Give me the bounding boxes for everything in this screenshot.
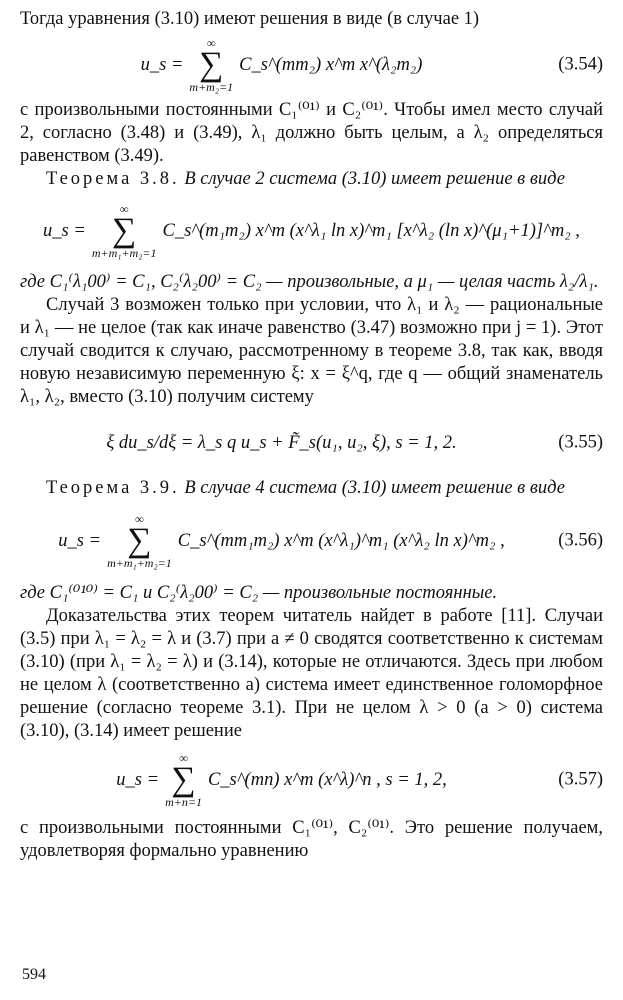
- paragraph: Тогда уравнения (3.10) имеют решения в виде (в случае 1): [20, 9, 480, 29]
- equation-number: (3.56): [558, 530, 603, 551]
- theorem-3-9: [20, 477, 603, 500]
- equation-number: (3.55): [558, 432, 603, 453]
- sum-upper-limit: ∞: [135, 512, 144, 526]
- paragraph: с произвольными постоянными C₁⁽⁰¹⁾, C₂⁽⁰¹⁾. Это решение получаем, удовлетворяя формально уравнению: [20, 818, 603, 861]
- equation-number: (3.54): [558, 54, 603, 75]
- theorem-3-8: [20, 168, 603, 191]
- summation-sign: ∞ ∑ m+m₂=1: [189, 36, 234, 94]
- summation-sign: ∞ ∑ m+n=1: [165, 751, 202, 809]
- sum-lower-limit: m+m₂=1: [189, 80, 234, 94]
- sum-lower-limit: m+n=1: [165, 795, 202, 809]
- equation-3-55: [20, 409, 603, 477]
- theorem-text: В случае 2 система (3.10) имеет решение в виде: [184, 169, 565, 189]
- paragraph: Случай 3 возможен только при условии, что λ₁ и λ₂ — рациональные и λ₁ — не целое (так как иначе равенство (3.47) возможно при j = 1). Этот случай сводится к случаю, рассмотренному в теореме 3.8, так как, вводя новую независимую переменную ξ: x = ξ^q, где q — общий знаменатель λ₁, λ₂, вместо (3.10) получим систему: [20, 295, 603, 407]
- theorem-heading: Теорема 3.9.: [46, 478, 180, 498]
- page-body: [20, 8, 603, 863]
- equation-lhs: u_s =: [43, 220, 86, 241]
- equation-lhs: u_s =: [116, 769, 160, 790]
- equation-number: (3.57): [558, 769, 603, 790]
- paragraph: где C₁⁽λ₁00⁾ = C₁, C₂⁽λ₂00⁾ = C₂ — произвольные, а μ₁ — целая часть λ₂/λ₁.: [20, 272, 599, 292]
- equation-rhs: C_s^(mn) x^m (x^λ)^n , s = 1, 2,: [207, 769, 447, 790]
- equation-lhs: u_s =: [58, 530, 102, 551]
- equation-rhs: C_s^(m₁m₂) x^m (x^λ₁ ln x)^m₁ [x^λ₂ (ln x)^(μ₁+1)]^m₂ ,: [162, 220, 580, 241]
- sum-upper-limit: ∞: [206, 36, 216, 50]
- sum-upper-limit: ∞: [119, 202, 129, 216]
- equation-theorem-3-8: [20, 191, 603, 271]
- equation-3-54: [20, 31, 603, 99]
- theorem-text: В случае 4 система (3.10) имеет решение в виде: [184, 478, 565, 498]
- summation-sign: ∞ ∑ m+m₁+m₂=1: [91, 202, 157, 260]
- sum-upper-limit: ∞: [179, 751, 188, 765]
- summation-sign: ∞ ∑ m+m₁+m₂=1: [107, 512, 172, 570]
- equation-lhs: u_s =: [140, 54, 184, 75]
- page-number: 594: [22, 966, 46, 983]
- equation-3-57: [20, 743, 603, 817]
- equation-body: ξ du_s/dξ = λ_s q u_s + F̃_s(u₁, u₂, ξ), s = 1, 2.: [106, 432, 457, 453]
- paragraph: где C₁⁽⁰¹⁰⁾ = C₁ и C₂⁽λ₂00⁾ = C₂ — произвольные постоянные.: [20, 583, 498, 603]
- paragraph: с произвольными постоянными C₁⁽⁰¹⁾ и C₂⁽⁰¹⁾. Чтобы имел место случай 2, согласно (3.48) и (3.49), λ₁ должно быть целым, а λ₂ определяться равенством (3.49).: [20, 100, 603, 166]
- equation-rhs: C_s^(mm₁m₂) x^m (x^λ₁)^m₁ (x^λ₂ ln x)^m₂ ,: [177, 530, 505, 551]
- sum-lower-limit: m+m₁+m₂=1: [107, 556, 172, 570]
- theorem-heading: Теорема 3.8.: [46, 169, 180, 189]
- sum-lower-limit: m+m₁+m₂=1: [91, 246, 157, 260]
- paragraph: Доказательства этих теорем читатель найдет в работе [11]. Случаи (3.5) при λ₁ = λ₂ = λ и (3.7) при a ≠ 0 сводятся соответственно к системам (3.10) (при λ₁ = λ₂ = λ) и (3.14), которые не отличаются. Здесь при любом не целом λ (соответственно a) система имеет единственное голоморфное решение (согласно теореме 3.1). При не целом λ > 0 (a > 0) система (3.10), (3.14) имеет решение: [20, 606, 603, 741]
- equation-3-56: [20, 500, 603, 582]
- equation-rhs: C_s^(mm₂) x^m x^(λ₂m₂): [239, 54, 423, 75]
